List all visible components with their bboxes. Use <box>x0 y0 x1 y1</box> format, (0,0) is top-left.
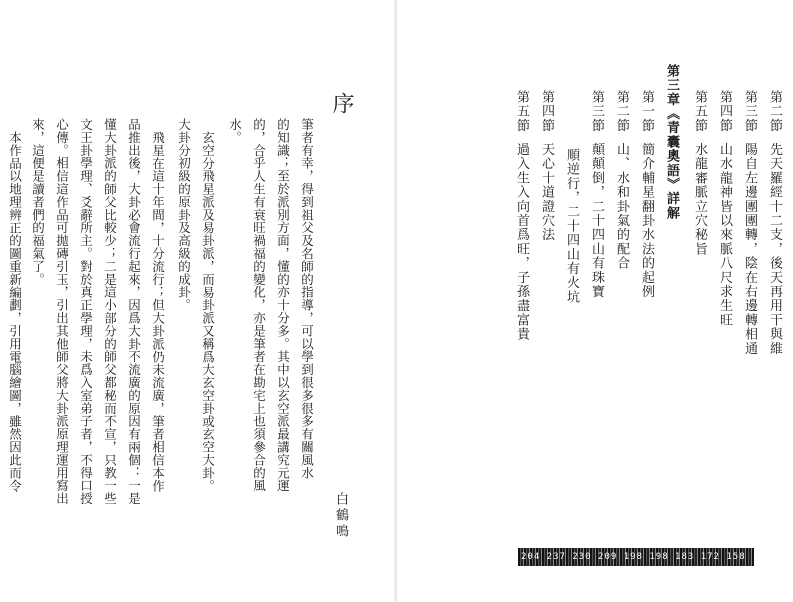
preface-author: 白鶴鳴 <box>333 492 348 540</box>
preface-column: 品推出後，大卦必會流行起來，因爲大卦不流廣的原因有兩個：一是 <box>126 118 142 505</box>
toc-entry <box>615 90 628 270</box>
toc-entry-title: 山、水和卦氣的配合 <box>614 142 629 271</box>
chapter-heading: 第三章《青囊奧語》詳解 <box>664 64 679 221</box>
toc-entry <box>718 90 731 327</box>
toc-entry-number: 第四節 <box>717 90 732 133</box>
scan-barcode-strip: 204 237 230 209 198 198 183 172 158 151 <box>518 548 754 566</box>
preface-column: 文王卦學理、爻辭所主。對於真正學理，未爲入室弟子者，不得口授 <box>78 118 94 505</box>
preface-column: 筆者有幸，得到祖父及名師的指導，可以學到很多很多有關風水 <box>299 118 315 480</box>
toc-entry-number: 第三節 <box>742 90 757 133</box>
preface-column: 水。 <box>227 118 243 144</box>
toc-entry-number: 第四節 <box>539 90 554 133</box>
preface-column: 大卦分初級的原卦及高級的成卦。 <box>176 118 192 312</box>
preface-column: 懂大卦派的師父比較少；二是這小部分的師父都秘而不宣，只教一些 <box>102 118 118 505</box>
toc-entry-number: 第二節 <box>614 90 629 133</box>
toc-entry-number: 第三節 <box>589 90 604 133</box>
toc-entry-title: 顛顛倒，二十四山有珠寶 <box>589 142 604 299</box>
toc-entry-title: 天心十道證穴法 <box>539 142 554 243</box>
toc-entry-title: 先天羅經十二支，後天再用干與維 <box>767 142 782 356</box>
toc-entry <box>743 90 756 356</box>
preface-column: 來，這便是讀者們的福氣了。 <box>30 118 46 286</box>
preface-column: 的知識；至於派別方面，懂的亦十分多。其中以玄空派最講究元運 <box>275 118 291 493</box>
right-page-toc <box>397 0 793 602</box>
left-page <box>0 0 396 602</box>
toc-entry-number: 第五節 <box>514 90 529 133</box>
preface-title: 序 <box>329 92 354 114</box>
toc-entry-title: 水龍審脈立穴秘旨 <box>692 142 707 257</box>
toc-entry-number: 第五節 <box>692 90 707 133</box>
toc-entry <box>540 90 553 242</box>
toc-entry <box>640 90 653 299</box>
toc-entry-number: 第一節 <box>639 90 654 133</box>
preface-column: 飛星在這十年間，十分流行；但大卦派仍未流廣，筆者相信本作 <box>150 131 166 493</box>
toc-entry-title: 過入生入向首爲旺，子孫盡富貴 <box>514 142 529 342</box>
preface-column: 的，合乎人生有衰旺禍福的變化，亦是筆者在勘宅上也須參合的風 <box>251 118 267 493</box>
toc-entry-title: 簡介輔星翻卦水法的起例 <box>639 142 654 299</box>
toc-entry <box>768 90 781 356</box>
toc-entry <box>693 90 706 256</box>
toc-entry <box>590 90 603 299</box>
toc-entry-title: 陽自左邊團團轉，陰在右邊轉相通 <box>742 142 757 356</box>
toc-entry <box>515 90 528 341</box>
toc-entry-title: 順逆行，二十四山有火坑 <box>564 148 579 305</box>
preface-column: 本作品以地理辨正的圖重新編劃，引用電腦繪圖，雖然因此而令 <box>7 131 23 493</box>
toc-entry-number: 第二節 <box>767 90 782 133</box>
toc-entry-title: 山水龍神皆以來脈八尺求生旺 <box>717 142 732 328</box>
preface-column: 心傳。相信這作品可拋磚引玉，引出其他師父將大卦派原理運用寫出 <box>54 118 70 505</box>
preface-column: 玄空分飛星派及易卦派，而易卦派又稱爲大玄空卦或玄空大卦。 <box>200 131 216 493</box>
toc-entry <box>565 148 578 304</box>
